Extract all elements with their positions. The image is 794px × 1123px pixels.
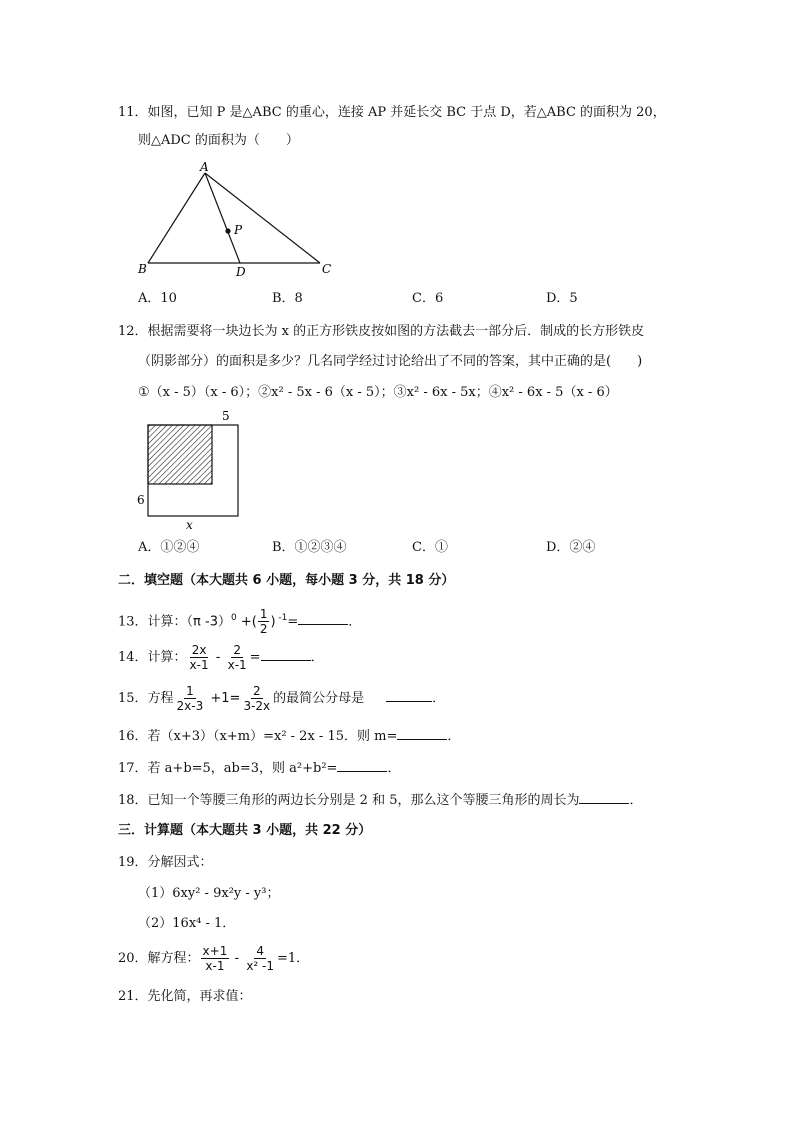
q13-eq: =	[287, 614, 299, 630]
q11-option-d[interactable]: D．5	[546, 291, 578, 306]
q20-prefix: 20．解方程：	[118, 951, 200, 966]
q14-minus: -	[211, 650, 225, 665]
q11-option-a[interactable]: A．10	[138, 291, 177, 306]
q15	[118, 683, 445, 715]
q15-mid: +1=	[206, 691, 241, 706]
q14-end: ．	[310, 650, 324, 665]
label-left-6: 6	[137, 493, 145, 507]
q17-text: 17．若 a+b=5，ab=3，则 a²+b²=	[118, 761, 338, 776]
q12-line3: ①（x - 5）（x - 6）；②x² - 5x - 6（x - 5）；③x² - 6x - 5x；④x² - 6x - 5（x - 6）	[138, 385, 618, 400]
q14-fraction-2: $\frac{2}{x-1}$	[227, 643, 247, 672]
q12-option-b[interactable]: B．①②③④	[272, 540, 347, 555]
q13-plus: +(	[236, 614, 257, 630]
q15-answer-blank[interactable]	[386, 689, 432, 702]
q11-option-b[interactable]: B．8	[272, 291, 303, 306]
q16-answer-blank[interactable]	[397, 727, 447, 740]
q15-end: ．	[432, 691, 446, 706]
q14	[118, 642, 324, 674]
q18-end: ．	[629, 793, 643, 808]
q13-end: ．	[348, 614, 362, 630]
label-top-5: 5	[222, 409, 230, 423]
q12-option-c[interactable]: C．①	[412, 540, 448, 555]
q14-eq: =	[249, 650, 261, 665]
q19-part1: （1）6xy² - 9x²y - y³；	[138, 886, 280, 901]
q21-title: 21．先化简，再求值：	[118, 989, 252, 1004]
q12-line1: 12．根据需要将一块边长为 x 的正方形铁皮按如图的方法截去一部分后．制成的长方形铁皮	[118, 324, 645, 339]
q20	[118, 943, 309, 975]
centroid-point	[225, 228, 230, 233]
q13-close: )	[270, 614, 276, 630]
q16-text: 16．若（x+3）（x+m）=x² - 2x - 15．则 m=	[118, 729, 398, 744]
q14-prefix: 14．计算：	[118, 650, 187, 665]
label-bottom-x: x	[186, 518, 193, 532]
q15-fraction-2: $\frac{2}{3-2x}$	[243, 684, 271, 713]
q12-line2: （阴影部分）的面积是多少？几名同学经过讨论给出了不同的答案，其中正确的是( )	[138, 354, 643, 369]
q11-triangle-figure	[130, 155, 340, 280]
shaded-rectangle	[148, 425, 212, 484]
q15-prefix: 15．方程	[118, 691, 174, 706]
q13	[118, 603, 361, 637]
q17	[118, 759, 400, 778]
q13-fraction: $\frac{1}{2}$	[259, 607, 268, 637]
q16-end: ．	[447, 729, 461, 744]
q20-suffix: =1．	[277, 951, 310, 966]
q11-line1: 11．如图，已知 P 是△ABC 的重心，连接 AP 并延长交 BC 于点 D，若△ABC 的面积为 20，	[118, 105, 666, 120]
label-p: P	[234, 223, 243, 237]
q13-base: （π -3）	[186, 614, 231, 630]
q15-suffix: 的最简公分母是	[273, 691, 365, 706]
q14-fraction-1: $\frac{2x}{x-1}$	[189, 643, 209, 672]
q17-answer-blank[interactable]	[337, 759, 387, 772]
q15-fraction-1: $\frac{1}{2x-3}$	[176, 684, 204, 713]
q18-answer-blank[interactable]	[579, 791, 629, 804]
q16	[118, 727, 460, 746]
q19-part2: （2）16x⁴ - 1．	[138, 916, 236, 931]
q11-line2: 则△ADC 的面积为（ ）	[138, 133, 299, 148]
q14-answer-blank[interactable]	[261, 648, 311, 661]
q13-exp0: 0	[230, 613, 237, 623]
q20-fraction-1: $\frac{x+1}{x-1}$	[202, 944, 228, 973]
q20-minus: -	[230, 951, 244, 966]
section-3-heading: 三．计算题（本大题共 3 小题，共 22 分）	[118, 823, 372, 838]
q13-prefix: 13．计算：	[118, 614, 187, 630]
q18	[118, 791, 643, 810]
q13-exp1: -1	[275, 613, 288, 623]
q18-text: 18．已知一个等腰三角形的两边长分别是 2 和 5，那么这个等腰三角形的周长为	[118, 793, 580, 808]
section-2-heading: 二．填空题（本大题共 6 小题，每小题 3 分，共 18 分）	[118, 573, 455, 588]
q11-option-c[interactable]: C．6	[412, 291, 444, 306]
label-b: B	[138, 262, 147, 276]
q13-answer-blank[interactable]	[298, 612, 348, 625]
q20-fraction-2: $\frac{4}{\text{x² -1}}$	[246, 944, 275, 973]
label-d: D	[236, 265, 246, 279]
q19-title: 19．分解因式：	[118, 855, 213, 870]
label-a: A	[200, 160, 209, 174]
q12-option-a[interactable]: A．①②④	[138, 540, 200, 555]
q17-end: ．	[387, 761, 401, 776]
q12-option-d[interactable]: D．②④	[546, 540, 596, 555]
label-c: C	[322, 262, 332, 276]
q12-square-figure	[130, 405, 250, 535]
